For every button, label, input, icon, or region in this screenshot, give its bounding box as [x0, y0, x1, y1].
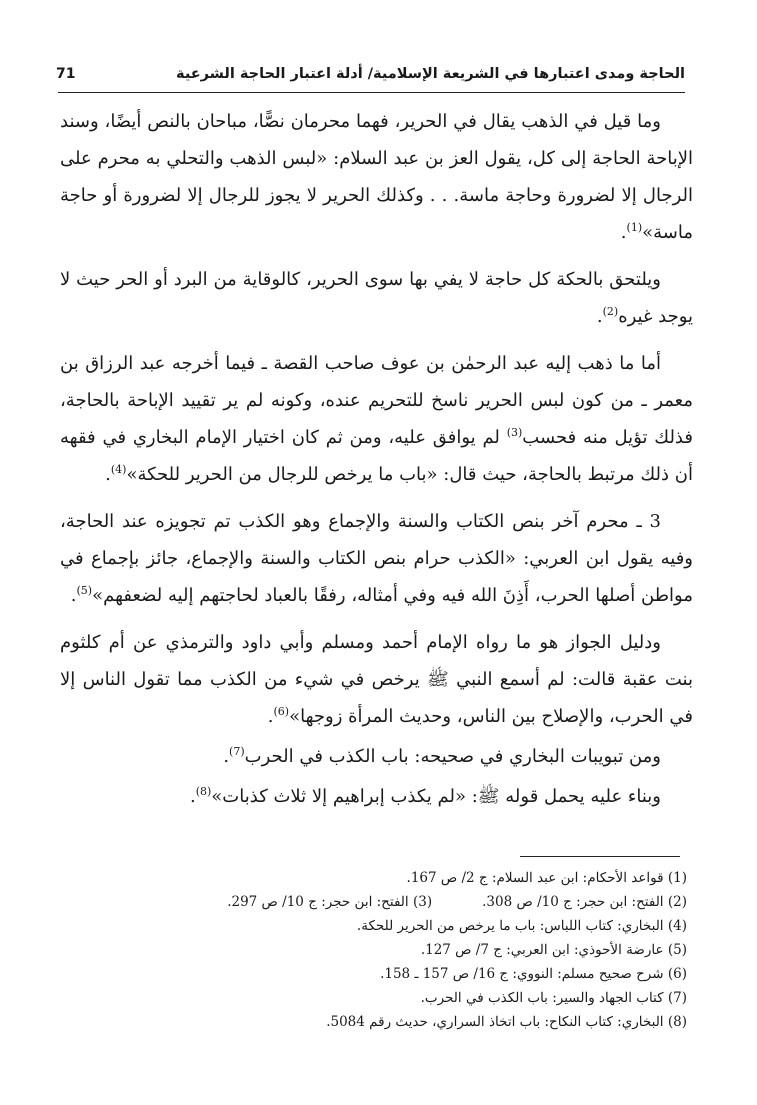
paragraph: ويلتحق بالحكة كل حاجة لا يفي بها سوى الحرير، كالوقاية من البرد أو الحر حيث لا يوجد غيره$^{(2)}$. [60, 269, 693, 327]
footnote-ref[interactable]: (8) [195, 785, 212, 798]
footnote-divider [520, 856, 680, 857]
paragraph: وبناء عليه يحمل قوله ﷺ: «لم يكذب إبراهيم إلا ثلاث كذبات»$^{(8)}$. [189, 785, 661, 807]
main-text [60, 103, 693, 818]
footnote-ref[interactable]: (2) [602, 305, 619, 318]
footnote-3: (3) الفتح: ابن حجر: ج 10/ ص 297. [227, 894, 433, 910]
paragraph: 3 ـ محرم آخر بنص الكتاب والسنة والإجماع وهو الكذب تم تجويزه عند الحاجة، وفيه يقول ابن العربي: «الكذب حرام بنص الكتاب والسنة والإجماع، جائز بإجماع في مواطن أصلها الحرب، أَذِنَ الله فيه وفي أمثاله، رفقًا بالعباد لحاجتهم إليه لضعفهم»$^{(5)}$. [60, 511, 693, 606]
footnote-8: (8) البخاري: كتاب النكاح: باب اتخاذ السراري، حديث رقم 5084. [326, 1014, 687, 1030]
footnote-ref[interactable]: (3) [506, 426, 523, 439]
footnote-5: (5) عارضة الأحوذي: ابن العربي: ج 7/ ص 127. [420, 942, 687, 958]
footnote-4: (4) البخاري: كتاب اللباس: باب ما يرخص من الحرير للحكة. [356, 918, 687, 934]
page-number: 71 [56, 66, 76, 82]
paragraph: ومن تبويبات البخاري في صحيحه: باب الكذب في الحرب$^{(7)}$. [223, 745, 661, 767]
footnote-1: (1) قواعد الأحكام: ابن عبد السلام: ج 2/ ص 167. [406, 870, 687, 886]
footnote-ref[interactable]: (6) [273, 705, 290, 718]
running-title: الحاجة ومدى اعتبارها في الشريعة الإسلامية/ أدلة اعتبار الحاجة الشرعية [176, 66, 685, 82]
footnote-ref[interactable]: (1) [626, 221, 643, 234]
running-header [56, 58, 685, 90]
footnotes [60, 866, 687, 1034]
paragraph: ودليل الجواز هو ما رواه الإمام أحمد ومسلم وأبي داود والترمذي عن أم كلثوم بنت عقبة قالت: لم أسمع النبي ﷺ يرخص في شيء من الكذب مما تقول الناس إلا في الحرب، والإصلاح بين الناس، وحديث المرأة زوجها»$^{(6)}$. [60, 632, 693, 727]
header-divider [58, 92, 685, 93]
footnote-6: (6) شرح صحيح مسلم: النووي: ج 16/ ص 157 ـ 158. [380, 966, 687, 982]
paragraph: أما ما ذهب إليه عبد الرحمٰن بن عوف صاحب القصة ـ فيما أخرجه عبد الرزاق بن معمر ـ من كون لبس الحرير ناسخ للتحريم عنده، وكونه لم ير تقييد الإباحة بالحاجة، فذلك تؤيل منه فحسب$^{(3)}$ لم يوافق عليه، ومن ثم كان اختيار الإمام البخاري في فقهه أن ذلك مرتبط بالحاجة، حيث قال: «باب ما يرخص للرجال من الحرير للحكة»$^{(4)}$. [60, 353, 693, 485]
footnote-7: (7) كتاب الجهاد والسير: باب الكذب في الحرب. [420, 990, 687, 1006]
footnote-ref[interactable]: (5) [76, 584, 93, 597]
paragraph: وما قيل في الذهب يقال في الحرير، فهما محرمان نصًّا، مباحان بالنص أيضًا، وسند الإباحة الحاجة إلى كل، يقول العز بن عبد السلام: «لبس الذهب والتحلي به محرم على الرجال إلا لضرورة وحاجة ماسة. . . وكذلك الحرير لا يجوز للرجال إلا لضرورة أو حاجة ماسة»$^{(1)}$. [60, 111, 693, 243]
footnote-2: (2) الفتح: ابن حجر: ج 10/ ص 308. [482, 894, 687, 910]
footnote-ref[interactable]: (7) [229, 745, 245, 758]
footnote-row [60, 890, 687, 914]
footnote-ref[interactable]: (4) [110, 463, 127, 476]
